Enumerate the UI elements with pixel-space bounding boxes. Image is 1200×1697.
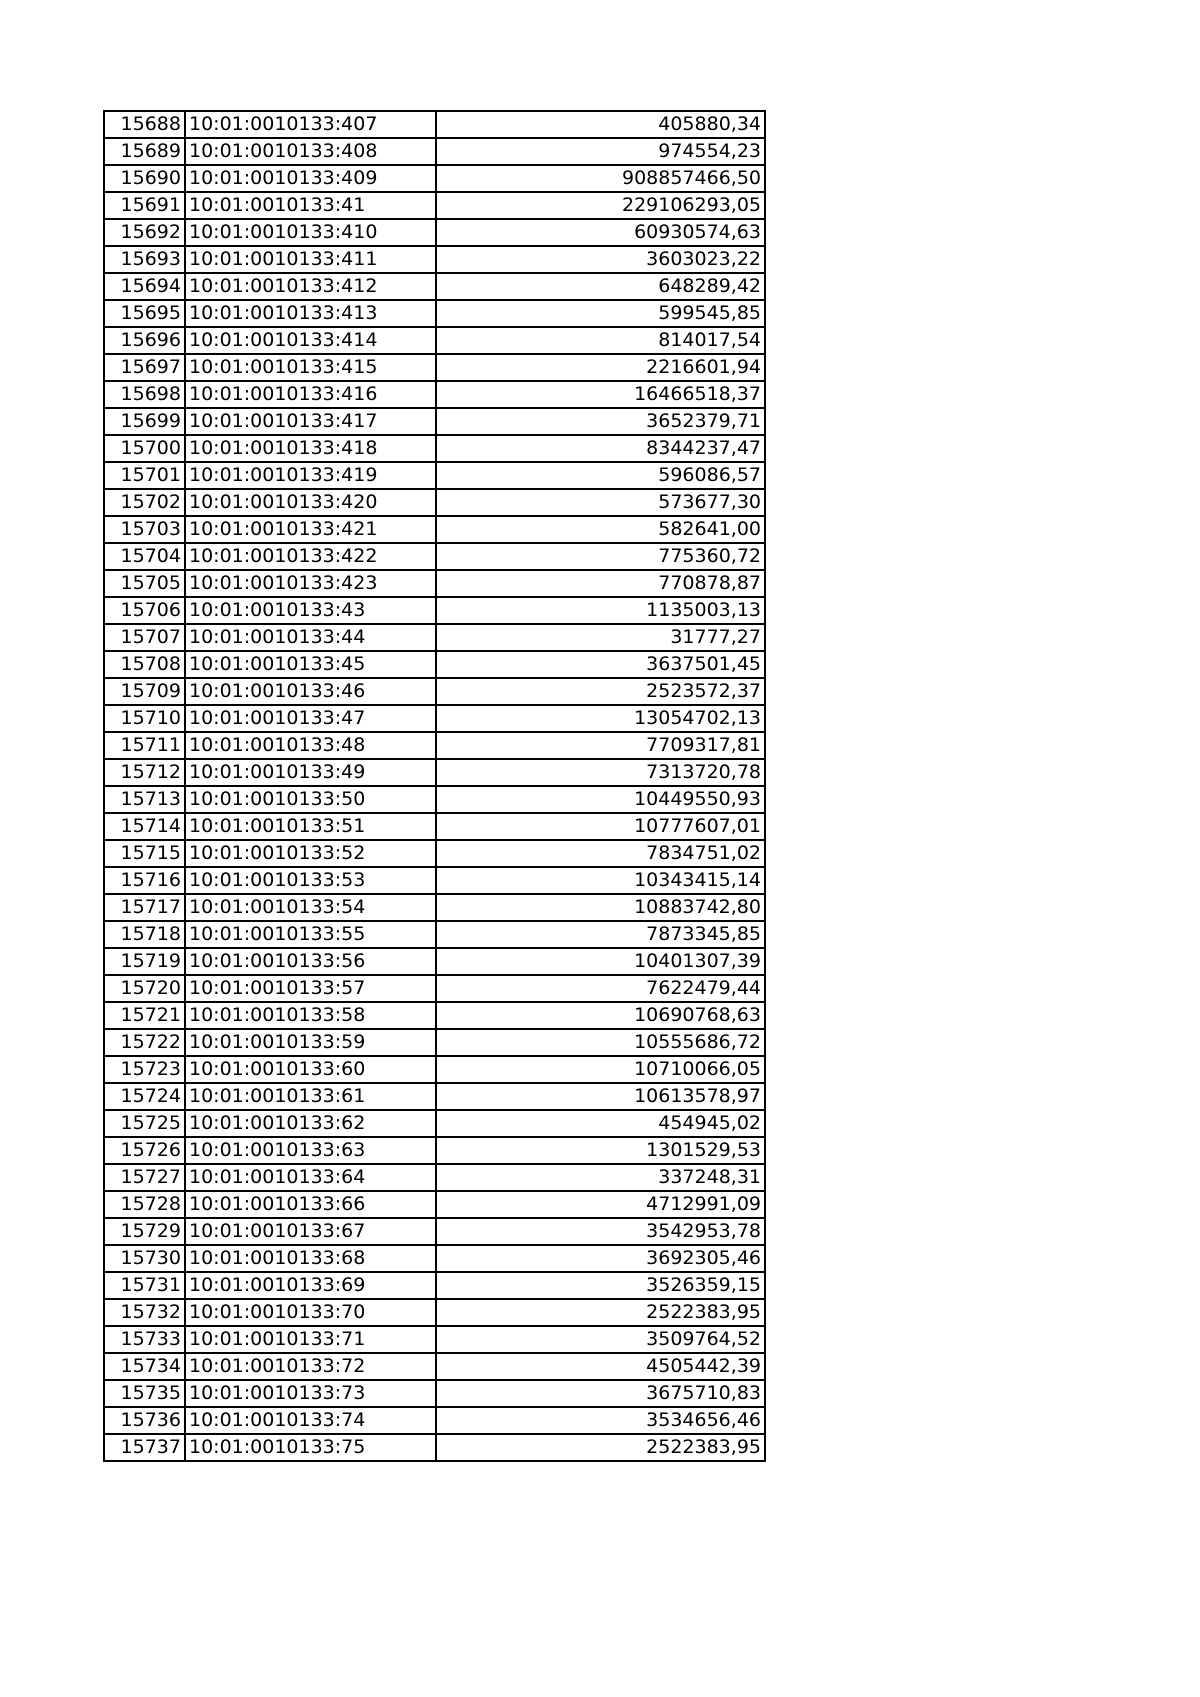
row-number-cell: 15731 — [104, 1272, 185, 1299]
row-number-cell: 15712 — [104, 759, 185, 786]
table-row — [104, 1245, 765, 1272]
cadastral-number-cell: 10:01:0010133:70 — [185, 1299, 436, 1326]
value-cell: 10613578,97 — [436, 1083, 765, 1110]
table-row — [104, 327, 765, 354]
table-row — [104, 597, 765, 624]
value-cell: 582641,00 — [436, 516, 765, 543]
row-number-cell: 15722 — [104, 1029, 185, 1056]
value-cell: 10343415,14 — [436, 867, 765, 894]
cadastral-number-cell: 10:01:0010133:418 — [185, 435, 436, 462]
value-cell: 7622479,44 — [436, 975, 765, 1002]
cadastral-number-cell: 10:01:0010133:46 — [185, 678, 436, 705]
row-number-cell: 15697 — [104, 354, 185, 381]
row-number-cell: 15699 — [104, 408, 185, 435]
cadastral-number-cell: 10:01:0010133:60 — [185, 1056, 436, 1083]
row-number-cell: 15711 — [104, 732, 185, 759]
cadastral-number-cell: 10:01:0010133:53 — [185, 867, 436, 894]
cadastral-number-cell: 10:01:0010133:415 — [185, 354, 436, 381]
value-cell: 2522383,95 — [436, 1299, 765, 1326]
cadastral-number-cell: 10:01:0010133:408 — [185, 138, 436, 165]
cadastral-number-cell: 10:01:0010133:407 — [185, 111, 436, 138]
table-row — [104, 1218, 765, 1245]
table-row — [104, 1407, 765, 1434]
value-cell: 3534656,46 — [436, 1407, 765, 1434]
row-number-cell: 15688 — [104, 111, 185, 138]
table-row — [104, 381, 765, 408]
table-row — [104, 975, 765, 1002]
table-row — [104, 435, 765, 462]
cadastral-number-cell: 10:01:0010133:68 — [185, 1245, 436, 1272]
cadastral-number-cell: 10:01:0010133:41 — [185, 192, 436, 219]
table-row — [104, 1137, 765, 1164]
row-number-cell: 15723 — [104, 1056, 185, 1083]
value-cell: 229106293,05 — [436, 192, 765, 219]
value-cell: 10690768,63 — [436, 1002, 765, 1029]
table-row — [104, 219, 765, 246]
row-number-cell: 15720 — [104, 975, 185, 1002]
table-row — [104, 1434, 765, 1461]
cadastral-number-cell: 10:01:0010133:56 — [185, 948, 436, 975]
row-number-cell: 15696 — [104, 327, 185, 354]
cadastral-number-cell: 10:01:0010133:48 — [185, 732, 436, 759]
value-cell: 7834751,02 — [436, 840, 765, 867]
table-row — [104, 111, 765, 138]
table-row — [104, 624, 765, 651]
table-row — [104, 705, 765, 732]
cadastral-number-cell: 10:01:0010133:412 — [185, 273, 436, 300]
value-cell: 648289,42 — [436, 273, 765, 300]
row-number-cell: 15732 — [104, 1299, 185, 1326]
row-number-cell: 15706 — [104, 597, 185, 624]
cadastral-number-cell: 10:01:0010133:43 — [185, 597, 436, 624]
cadastral-number-cell: 10:01:0010133:51 — [185, 813, 436, 840]
table-row — [104, 1002, 765, 1029]
cadastral-number-cell: 10:01:0010133:69 — [185, 1272, 436, 1299]
value-cell: 1301529,53 — [436, 1137, 765, 1164]
row-number-cell: 15727 — [104, 1164, 185, 1191]
table-row — [104, 651, 765, 678]
value-cell: 2216601,94 — [436, 354, 765, 381]
cadastral-number-cell: 10:01:0010133:50 — [185, 786, 436, 813]
table-row — [104, 921, 765, 948]
row-number-cell: 15691 — [104, 192, 185, 219]
table-row — [104, 138, 765, 165]
row-number-cell: 15714 — [104, 813, 185, 840]
value-cell: 454945,02 — [436, 1110, 765, 1137]
table-row — [104, 1299, 765, 1326]
value-cell: 10710066,05 — [436, 1056, 765, 1083]
value-cell: 10401307,39 — [436, 948, 765, 975]
row-number-cell: 15725 — [104, 1110, 185, 1137]
row-number-cell: 15737 — [104, 1434, 185, 1461]
cadastral-number-cell: 10:01:0010133:423 — [185, 570, 436, 597]
value-cell: 908857466,50 — [436, 165, 765, 192]
row-number-cell: 15704 — [104, 543, 185, 570]
cadastral-number-cell: 10:01:0010133:421 — [185, 516, 436, 543]
value-cell: 1135003,13 — [436, 597, 765, 624]
data-table — [103, 110, 766, 1462]
cadastral-number-cell: 10:01:0010133:54 — [185, 894, 436, 921]
table-row — [104, 1272, 765, 1299]
value-cell: 337248,31 — [436, 1164, 765, 1191]
table-row — [104, 1083, 765, 1110]
value-cell: 7313720,78 — [436, 759, 765, 786]
value-cell: 10777607,01 — [436, 813, 765, 840]
value-cell: 10449550,93 — [436, 786, 765, 813]
row-number-cell: 15733 — [104, 1326, 185, 1353]
value-cell: 2522383,95 — [436, 1434, 765, 1461]
table-row — [104, 543, 765, 570]
value-cell: 2523572,37 — [436, 678, 765, 705]
cadastral-number-cell: 10:01:0010133:71 — [185, 1326, 436, 1353]
table-row — [104, 1164, 765, 1191]
value-cell: 4505442,39 — [436, 1353, 765, 1380]
value-cell: 60930574,63 — [436, 219, 765, 246]
table-row — [104, 678, 765, 705]
cadastral-number-cell: 10:01:0010133:67 — [185, 1218, 436, 1245]
table-row — [104, 894, 765, 921]
value-cell: 3652379,71 — [436, 408, 765, 435]
table-row — [104, 192, 765, 219]
value-cell: 10883742,80 — [436, 894, 765, 921]
value-cell: 13054702,13 — [436, 705, 765, 732]
value-cell: 7709317,81 — [436, 732, 765, 759]
table-row — [104, 462, 765, 489]
row-number-cell: 15708 — [104, 651, 185, 678]
cadastral-number-cell: 10:01:0010133:66 — [185, 1191, 436, 1218]
cadastral-number-cell: 10:01:0010133:411 — [185, 246, 436, 273]
row-number-cell: 15717 — [104, 894, 185, 921]
value-cell: 770878,87 — [436, 570, 765, 597]
row-number-cell: 15718 — [104, 921, 185, 948]
value-cell: 573677,30 — [436, 489, 765, 516]
value-cell: 405880,34 — [436, 111, 765, 138]
cadastral-number-cell: 10:01:0010133:47 — [185, 705, 436, 732]
table-row — [104, 867, 765, 894]
table-row — [104, 1029, 765, 1056]
value-cell: 3603023,22 — [436, 246, 765, 273]
row-number-cell: 15707 — [104, 624, 185, 651]
row-number-cell: 15709 — [104, 678, 185, 705]
cadastral-number-cell: 10:01:0010133:63 — [185, 1137, 436, 1164]
table-row — [104, 813, 765, 840]
table-row — [104, 300, 765, 327]
row-number-cell: 15713 — [104, 786, 185, 813]
cadastral-number-cell: 10:01:0010133:52 — [185, 840, 436, 867]
cadastral-number-cell: 10:01:0010133:72 — [185, 1353, 436, 1380]
row-number-cell: 15736 — [104, 1407, 185, 1434]
value-cell: 3637501,45 — [436, 651, 765, 678]
row-number-cell: 15690 — [104, 165, 185, 192]
value-cell: 974554,23 — [436, 138, 765, 165]
table-row — [104, 489, 765, 516]
table-row — [104, 570, 765, 597]
cadastral-number-cell: 10:01:0010133:62 — [185, 1110, 436, 1137]
table-row — [104, 786, 765, 813]
cadastral-number-cell: 10:01:0010133:64 — [185, 1164, 436, 1191]
row-number-cell: 15703 — [104, 516, 185, 543]
table-row — [104, 1380, 765, 1407]
table-row — [104, 273, 765, 300]
cadastral-number-cell: 10:01:0010133:58 — [185, 1002, 436, 1029]
cadastral-number-cell: 10:01:0010133:414 — [185, 327, 436, 354]
row-number-cell: 15735 — [104, 1380, 185, 1407]
value-cell: 10555686,72 — [436, 1029, 765, 1056]
cadastral-number-cell: 10:01:0010133:74 — [185, 1407, 436, 1434]
cadastral-number-cell: 10:01:0010133:409 — [185, 165, 436, 192]
table-body — [104, 111, 765, 1461]
value-cell: 31777,27 — [436, 624, 765, 651]
cadastral-number-cell: 10:01:0010133:420 — [185, 489, 436, 516]
value-cell: 596086,57 — [436, 462, 765, 489]
row-number-cell: 15693 — [104, 246, 185, 273]
cadastral-number-cell: 10:01:0010133:416 — [185, 381, 436, 408]
cadastral-number-cell: 10:01:0010133:75 — [185, 1434, 436, 1461]
cadastral-number-cell: 10:01:0010133:73 — [185, 1380, 436, 1407]
row-number-cell: 15705 — [104, 570, 185, 597]
table-row — [104, 732, 765, 759]
value-cell: 775360,72 — [436, 543, 765, 570]
cadastral-number-cell: 10:01:0010133:422 — [185, 543, 436, 570]
table-row — [104, 408, 765, 435]
row-number-cell: 15729 — [104, 1218, 185, 1245]
cadastral-number-cell: 10:01:0010133:55 — [185, 921, 436, 948]
table-row — [104, 948, 765, 975]
value-cell: 7873345,85 — [436, 921, 765, 948]
value-cell: 8344237,47 — [436, 435, 765, 462]
row-number-cell: 15689 — [104, 138, 185, 165]
cadastral-number-cell: 10:01:0010133:417 — [185, 408, 436, 435]
value-cell: 3542953,78 — [436, 1218, 765, 1245]
row-number-cell: 15726 — [104, 1137, 185, 1164]
row-number-cell: 15710 — [104, 705, 185, 732]
row-number-cell: 15715 — [104, 840, 185, 867]
table-row — [104, 1056, 765, 1083]
row-number-cell: 15701 — [104, 462, 185, 489]
table-row — [104, 354, 765, 381]
row-number-cell: 15702 — [104, 489, 185, 516]
value-cell: 3692305,46 — [436, 1245, 765, 1272]
cadastral-number-cell: 10:01:0010133:410 — [185, 219, 436, 246]
row-number-cell: 15695 — [104, 300, 185, 327]
cadastral-number-cell: 10:01:0010133:45 — [185, 651, 436, 678]
row-number-cell: 15692 — [104, 219, 185, 246]
row-number-cell: 15734 — [104, 1353, 185, 1380]
row-number-cell: 15698 — [104, 381, 185, 408]
table-row — [104, 246, 765, 273]
value-cell: 16466518,37 — [436, 381, 765, 408]
cadastral-number-cell: 10:01:0010133:413 — [185, 300, 436, 327]
row-number-cell: 15700 — [104, 435, 185, 462]
table-row — [104, 1353, 765, 1380]
row-number-cell: 15719 — [104, 948, 185, 975]
cadastral-number-cell: 10:01:0010133:57 — [185, 975, 436, 1002]
row-number-cell: 15721 — [104, 1002, 185, 1029]
cadastral-number-cell: 10:01:0010133:59 — [185, 1029, 436, 1056]
value-cell: 599545,85 — [436, 300, 765, 327]
table-row — [104, 840, 765, 867]
value-cell: 814017,54 — [436, 327, 765, 354]
cadastral-number-cell: 10:01:0010133:49 — [185, 759, 436, 786]
row-number-cell: 15694 — [104, 273, 185, 300]
table-row — [104, 1110, 765, 1137]
value-cell: 3526359,15 — [436, 1272, 765, 1299]
value-cell: 3509764,52 — [436, 1326, 765, 1353]
table-row — [104, 516, 765, 543]
table-row — [104, 1191, 765, 1218]
table-row — [104, 1326, 765, 1353]
cadastral-number-cell: 10:01:0010133:44 — [185, 624, 436, 651]
cadastral-number-cell: 10:01:0010133:419 — [185, 462, 436, 489]
table-row — [104, 759, 765, 786]
row-number-cell: 15730 — [104, 1245, 185, 1272]
value-cell: 4712991,09 — [436, 1191, 765, 1218]
row-number-cell: 15716 — [104, 867, 185, 894]
value-cell: 3675710,83 — [436, 1380, 765, 1407]
row-number-cell: 15728 — [104, 1191, 185, 1218]
table-row — [104, 165, 765, 192]
row-number-cell: 15724 — [104, 1083, 185, 1110]
cadastral-number-cell: 10:01:0010133:61 — [185, 1083, 436, 1110]
